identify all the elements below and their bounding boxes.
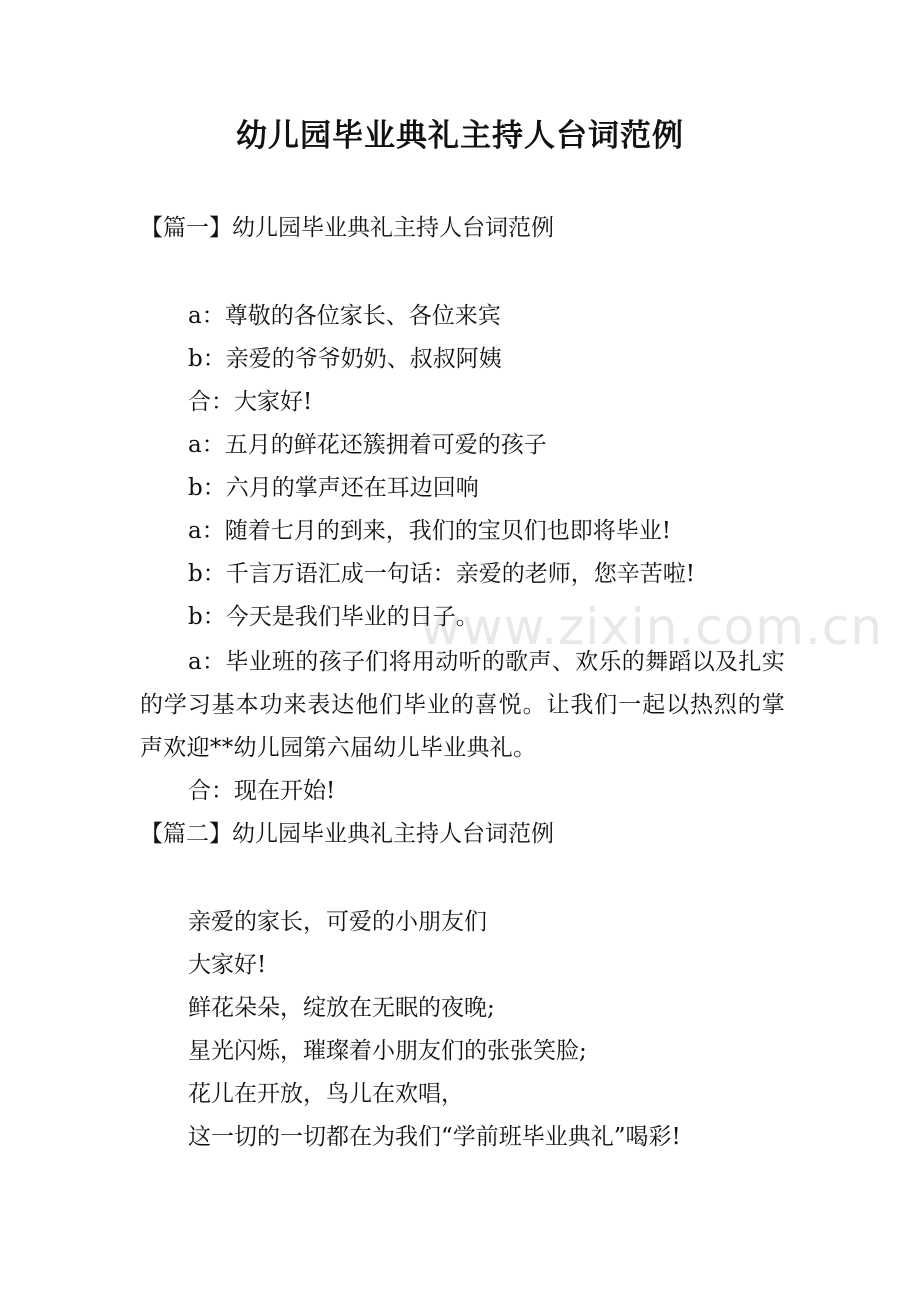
text-line: 这一切的一切都在为我们“学前班毕业典礼”喝彩!	[188, 1124, 681, 1150]
dialogue-line: b：千言万语汇成一句话：亲爱的老师，您辛苦啦!	[188, 561, 695, 587]
dialogue-line: a：五月的鲜花还簇拥着可爱的孩子	[188, 432, 547, 458]
section-heading-2: 【篇二】幼儿园毕业典礼主持人台词范例	[140, 821, 554, 847]
document-title: 幼儿园毕业典礼主持人台词范例	[236, 118, 684, 154]
text-line: 鲜花朵朵，绽放在无眠的夜晚;	[188, 995, 495, 1021]
dialogue-line: 合：大家好!	[188, 389, 313, 415]
dialogue-line: b：今天是我们毕业的日子。	[188, 604, 479, 630]
dialogue-line: a：随着七月的到来，我们的宝贝们也即将毕业!	[188, 518, 671, 544]
dialogue-line: b：六月的掌声还在耳边回响	[188, 475, 479, 501]
text-line: 花儿在开放，鸟儿在欢唱，	[188, 1081, 464, 1107]
dialogue-line: 合：现在开始!	[188, 778, 336, 804]
dialogue-paragraph: a：毕业班的孩子们将用动听的歌声、欢乐的舞蹈以及扎实的学习基本功来表达他们毕业的喜悦。让我们一起以热烈的掌声欢迎**幼儿园第六届幼儿毕业典礼。	[140, 649, 785, 761]
section-heading-1: 【篇一】幼儿园毕业典礼主持人台词范例	[140, 215, 554, 241]
dialogue-line: b：亲爱的爷爷奶奶、叔叔阿姨	[188, 346, 502, 372]
watermark: www.zixin.com.cn	[420, 598, 884, 656]
text-line: 亲爱的家长，可爱的小朋友们	[188, 909, 487, 935]
text-line: 大家好!	[188, 952, 267, 978]
dialogue-line: a：尊敬的各位家长、各位来宾	[188, 303, 501, 329]
text-line: 星光闪烁，璀璨着小朋友们的张张笑脸;	[188, 1038, 587, 1064]
